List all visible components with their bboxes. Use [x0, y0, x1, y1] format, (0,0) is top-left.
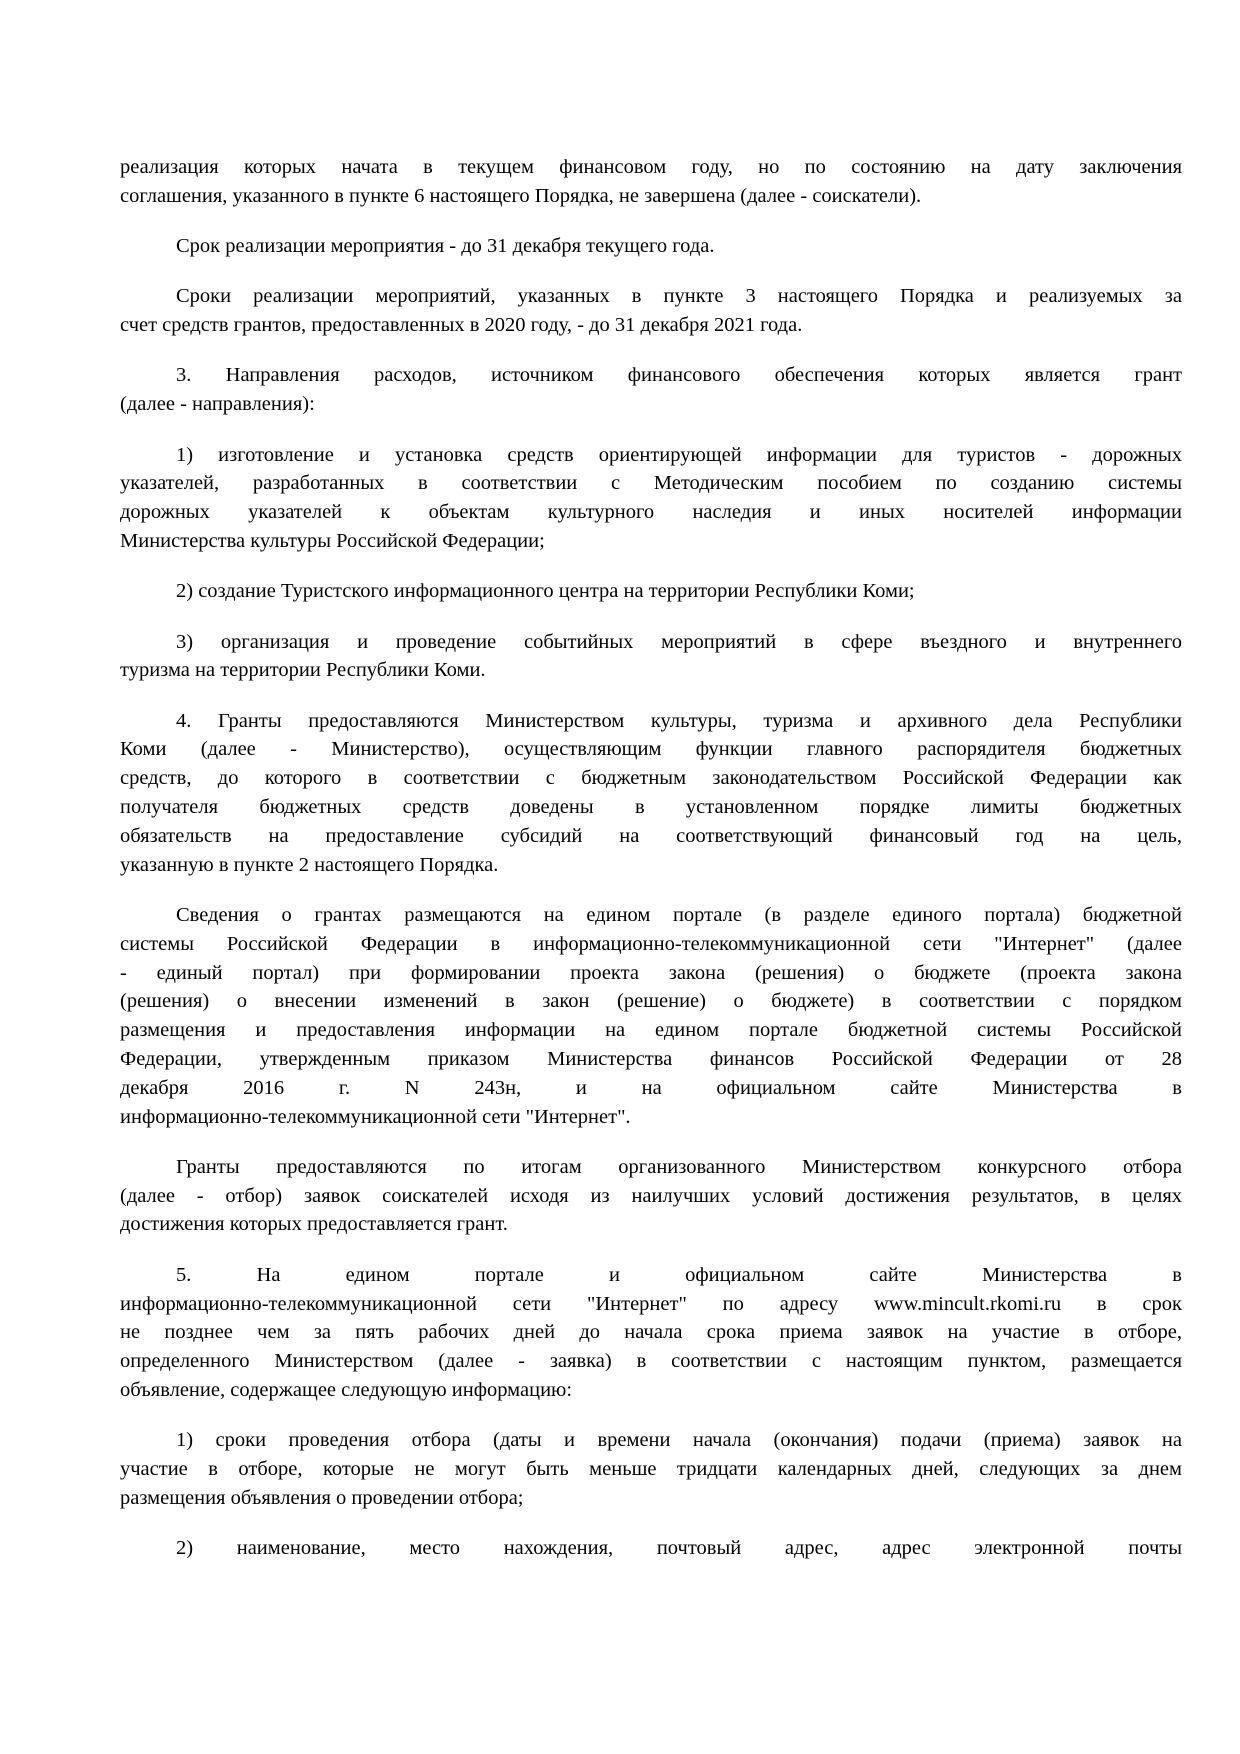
text-line: Срок реализации мероприятия - до 31 декабря текущего года. — [176, 235, 715, 258]
text-line: Сведения о грантах размещаются на едином портале (в разделе единого портала) бюджетной — [176, 903, 1182, 926]
document-page — [120, 153, 1182, 1584]
text-line: обязательств на предоставление субсидий на соответствующий финансовый год на цель, — [120, 824, 1182, 847]
text-line: 4. Гранты предоставляются Министерством культуры, туризма и архивного дела Республики — [176, 709, 1182, 732]
text-line: Министерства культуры Российской Федерации; — [120, 529, 545, 552]
text-line: (далее - отбор) заявок соискателей исходя из наилучших условий достижения результатов, в целях — [120, 1184, 1182, 1207]
text-line: 1) изготовление и установка средств ориентирующей информации для туристов - дорожных — [176, 443, 1182, 466]
text-line: 3. Направления расходов, источником финансового обеспечения которых является грант — [176, 364, 1182, 387]
text-line: участие в отборе, которые не могут быть меньше тридцати календарных дней, следующих за днем — [120, 1457, 1182, 1480]
paragraph — [120, 707, 1182, 880]
paragraph — [120, 628, 1182, 686]
paragraph — [120, 1534, 1182, 1563]
text-line: определенного Министерством (далее - заявка) в соответствии с настоящим пунктом, размещается — [120, 1350, 1182, 1373]
text-line: размещения объявления о проведении отбора; — [120, 1486, 524, 1509]
text-line: 5. На едином портале и официальном сайте Министерства в — [176, 1263, 1182, 1286]
paragraph — [120, 577, 1182, 606]
text-line: средств, до которого в соответствии с бюджетным законодательством Российской Федерации как — [120, 767, 1182, 790]
text-line: достижения которых предоставляется грант. — [120, 1213, 508, 1236]
text-line: 2) наименование, место нахождения, почтовый адрес, адрес электронной почты — [176, 1537, 1182, 1560]
paragraph — [120, 153, 1182, 211]
text-line: системы Российской Федерации в информационно-телекоммуникационной сети "Интернет" (далее — [120, 932, 1182, 955]
paragraph — [120, 232, 1182, 261]
text-line: Коми (далее - Министерство), осуществляющим функции главного распорядителя бюджетных — [120, 738, 1182, 761]
text-line: туризма на территории Республики Коми. — [120, 659, 486, 682]
text-line: 2) создание Туристского информационного центра на территории Республики Коми; — [176, 580, 915, 603]
text-line: - единый портал) при формировании проекта закона (решения) о бюджете (проекта закона — [120, 961, 1182, 984]
paragraph — [120, 1261, 1182, 1405]
text-line: реализация которых начата в текущем финансовом году, но по состоянию на дату заключения — [120, 156, 1182, 178]
text-line: Гранты предоставляются по итогам организованного Министерством конкурсного отбора — [176, 1155, 1182, 1178]
text-line: счет средств грантов, предоставленных в 2020 году, - до 31 декабря 2021 года. — [120, 314, 803, 337]
text-line: Федерации, утвержденным приказом Министерства финансов Российской Федерации от 28 — [120, 1047, 1182, 1070]
text-line: получателя бюджетных средств доведены в установленном порядке лимиты бюджетных — [120, 796, 1182, 819]
text-line: размещения и предоставления информации на едином портале бюджетной системы Российской — [120, 1019, 1182, 1042]
paragraph — [120, 1426, 1182, 1512]
text-line: дорожных указателей к объектам культурного наследия и иных носителей информации — [120, 501, 1182, 524]
text-line: (решения) о внесении изменений в закон (решение) о бюджете) в соответствии с порядком — [120, 990, 1182, 1013]
text-line: соглашения, указанного в пункте 6 настоящего Порядка, не завершена (далее - соискатели). — [120, 184, 922, 207]
text-line: (далее - направления): — [120, 393, 315, 416]
paragraph — [120, 1153, 1182, 1239]
text-line: не позднее чем за пять рабочих дней до начала срока приема заявок на участие в отборе, — [120, 1321, 1182, 1344]
paragraph — [120, 441, 1182, 556]
text-line: 3) организация и проведение событийных мероприятий в сфере въездного и внутреннего — [176, 630, 1182, 653]
text-line: указанную в пункте 2 настоящего Порядка. — [120, 853, 499, 876]
paragraph — [120, 361, 1182, 419]
paragraph — [120, 901, 1182, 1131]
text-line: объявление, содержащее следующую информацию: — [120, 1378, 573, 1401]
text-line: информационно-телекоммуникационной сети "Интернет" по адресу www.mincult.rkomi.ru в срок — [120, 1292, 1182, 1315]
text-line: информационно-телекоммуникационной сети "Интернет". — [120, 1105, 631, 1128]
text-line: декабря 2016 г. N 243н, и на официальном сайте Министерства в — [120, 1076, 1182, 1099]
text-line: 1) сроки проведения отбора (даты и времени начала (окончания) подачи (приема) заявок на — [176, 1429, 1182, 1452]
text-line: указателей, разработанных в соответствии с Методическим пособием по созданию системы — [120, 472, 1182, 495]
text-line: Сроки реализации мероприятий, указанных в пункте 3 настоящего Порядка и реализуемых за — [176, 285, 1182, 308]
paragraph — [120, 282, 1182, 340]
